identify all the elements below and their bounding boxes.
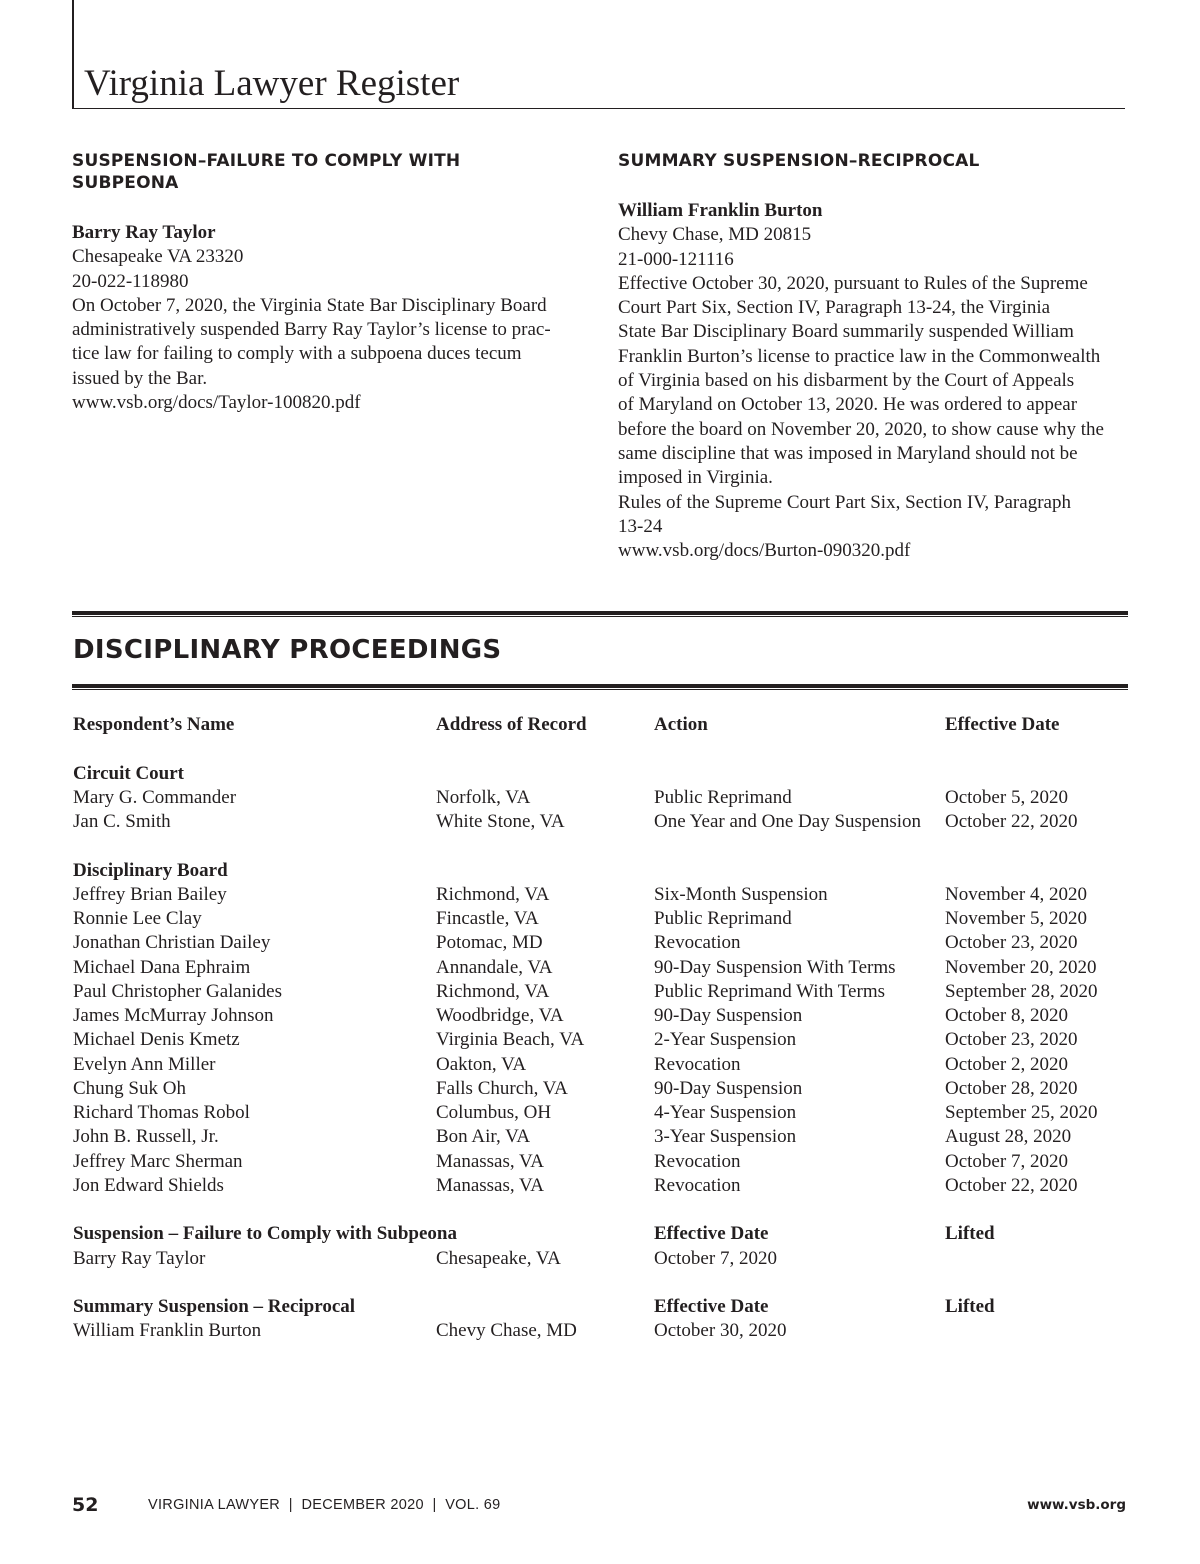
table-row <box>0 1247 1200 1271</box>
column-header-action: Action <box>654 714 708 735</box>
respondent-name: Jeffrey Marc Sherman <box>73 1151 243 1172</box>
column-header-address: Address of Record <box>436 714 587 735</box>
address-of-record: Virginia Beach, VA <box>436 1029 585 1050</box>
address-of-record: Bon Air, VA <box>436 1126 531 1147</box>
respondent-name: Mary G. Commander <box>73 787 237 808</box>
effective-date: October 30, 2020 <box>654 1320 787 1341</box>
table-row <box>0 1028 1200 1052</box>
notice-body-line: On October 7, 2020, the Virginia State Bar Disciplinary Board <box>72 294 547 316</box>
table-row <box>0 1125 1200 1149</box>
respondent-name: Michael Dana Ephraim <box>73 957 251 978</box>
address-of-record: Oakton, VA <box>436 1054 527 1075</box>
page-number: 52 <box>72 1494 99 1516</box>
table-row <box>0 1053 1200 1077</box>
column-header-effective-date: Effective Date <box>654 1223 769 1244</box>
header-vertical-rule <box>72 0 74 108</box>
notice-respondent-name: William Franklin Burton <box>618 200 823 221</box>
effective-date: October 22, 2020 <box>945 1175 1078 1196</box>
address-of-record: Annandale, VA <box>436 957 553 978</box>
notice-body-line: Court Part Six, Section IV, Paragraph 13-24, the Virginia <box>618 297 1051 319</box>
notice-summary-reciprocal <box>618 150 1130 563</box>
effective-date: October 7, 2020 <box>654 1248 777 1269</box>
action: 3-Year Suspension <box>654 1126 797 1147</box>
address-of-record: Chesapeake, VA <box>436 1248 561 1269</box>
table-row <box>0 1004 1200 1028</box>
group-label: Disciplinary Board <box>73 860 228 881</box>
effective-date: November 20, 2020 <box>945 957 1097 978</box>
respondent-name: Jonathan Christian Dailey <box>73 932 271 953</box>
effective-date: September 25, 2020 <box>945 1102 1098 1123</box>
notice-body-line: State Bar Disciplinary Board summarily suspended William <box>618 321 1074 343</box>
group-header-failure-to-comply <box>0 1222 1200 1246</box>
effective-date: October 23, 2020 <box>945 1029 1078 1050</box>
website-link[interactable]: www.vsb.org <box>1027 1497 1126 1513</box>
notice-body-line: tice law for failing to comply with a subpoena duces tecum <box>72 343 522 365</box>
table-row <box>0 810 1200 834</box>
column-header-effective-date: Effective Date <box>945 714 1060 735</box>
table-row <box>0 883 1200 907</box>
group-header-summary-reciprocal <box>0 1295 1200 1319</box>
address-of-record: Potomac, MD <box>436 932 543 953</box>
effective-date: October 28, 2020 <box>945 1078 1078 1099</box>
column-header-name: Respondent’s Name <box>73 714 235 735</box>
respondent-name: Ronnie Lee Clay <box>73 908 202 929</box>
notice-body-line: issued by the Bar. <box>72 367 208 389</box>
respondent-name: Paul Christopher Galanides <box>73 981 282 1002</box>
notice-address: Chevy Chase, MD 20815 <box>618 224 812 246</box>
effective-date: October 5, 2020 <box>945 787 1068 808</box>
group-label: Suspension – Failure to Comply with Subpeona <box>73 1223 457 1244</box>
notice-case-number: 20-022-118980 <box>72 270 189 292</box>
effective-date: October 23, 2020 <box>945 932 1078 953</box>
group-label: Summary Suspension – Reciprocal <box>73 1296 356 1317</box>
address-of-record: Woodbridge, VA <box>436 1005 564 1026</box>
respondent-name: Jon Edward Shields <box>73 1175 224 1196</box>
effective-date: October 8, 2020 <box>945 1005 1068 1026</box>
header-horizontal-rule <box>72 108 1125 109</box>
table-row <box>0 931 1200 955</box>
notice-respondent-name: Barry Ray Taylor <box>72 222 216 243</box>
table-row <box>0 980 1200 1004</box>
action: 2-Year Suspension <box>654 1029 797 1050</box>
effective-date: August 28, 2020 <box>945 1126 1072 1147</box>
section-bottom-rule-thick <box>72 684 1128 688</box>
address-of-record: White Stone, VA <box>436 811 565 832</box>
action: Public Reprimand <box>654 787 792 808</box>
respondent-name: Barry Ray Taylor <box>73 1248 206 1269</box>
notice-body-line: of Virginia based on his disbarment by the Court of Appeals <box>618 370 1075 392</box>
notice-rule-reference: Rules of the Supreme Court Part Six, Section IV, Paragraph <box>618 491 1071 513</box>
address-of-record: Richmond, VA <box>436 981 550 1002</box>
respondent-name: Michael Denis Kmetz <box>73 1029 240 1050</box>
respondent-name: James McMurray Johnson <box>73 1005 274 1026</box>
notice-body-line: Franklin Burton’s license to practice law in the Commonwealth <box>618 345 1101 367</box>
respondent-name: William Franklin Burton <box>73 1320 262 1341</box>
section-title: DISCIPLINARY PROCEEDINGS <box>73 635 502 665</box>
page-title: Virginia Lawyer Register <box>84 63 460 104</box>
respondent-name: Evelyn Ann Miller <box>73 1054 216 1075</box>
action: Public Reprimand With Terms <box>654 981 885 1002</box>
action: Public Reprimand <box>654 908 792 929</box>
table-row <box>0 956 1200 980</box>
action: 90-Day Suspension <box>654 1078 803 1099</box>
group-label-circuit-court <box>0 762 1200 786</box>
section-top-rule-thick <box>72 611 1128 615</box>
notice-body-line: of Maryland on October 13, 2020. He was ordered to appear <box>618 394 1078 416</box>
notice-body-line: before the board on November 20, 2020, to show cause why the <box>618 418 1104 440</box>
action: 4-Year Suspension <box>654 1102 797 1123</box>
column-header-effective-date: Effective Date <box>654 1296 769 1317</box>
action: Six-Month Suspension <box>654 884 828 905</box>
notice-body-line: same discipline that was imposed in Maryland should not be <box>618 442 1078 464</box>
action: Revocation <box>654 1151 741 1172</box>
action: 90-Day Suspension With Terms <box>654 957 896 978</box>
action: Revocation <box>654 1175 741 1196</box>
notice-heading: SUSPENSION–FAILURE TO COMPLY WITH SUBPEONA <box>72 151 461 193</box>
effective-date: October 22, 2020 <box>945 811 1078 832</box>
respondent-name: John B. Russell, Jr. <box>73 1126 219 1147</box>
table-header-row <box>0 713 1200 737</box>
address-of-record: Manassas, VA <box>436 1175 545 1196</box>
table-row <box>0 1101 1200 1125</box>
address-of-record: Chevy Chase, MD <box>436 1320 577 1341</box>
notice-rule-reference: 13-24 <box>618 515 663 537</box>
group-label-disciplinary-board <box>0 859 1200 883</box>
notice-body-line: imposed in Virginia. <box>618 467 773 489</box>
notice-document-link[interactable]: www.vsb.org/docs/Burton-090320.pdf <box>618 540 911 562</box>
action: 90-Day Suspension <box>654 1005 803 1026</box>
group-label: Circuit Court <box>73 763 184 784</box>
action: One Year and One Day Suspension <box>654 811 922 832</box>
effective-date: October 2, 2020 <box>945 1054 1068 1075</box>
effective-date: October 7, 2020 <box>945 1151 1068 1172</box>
column-header-lifted: Lifted <box>945 1296 995 1317</box>
effective-date: November 5, 2020 <box>945 908 1087 929</box>
section-bottom-rule-thin <box>72 689 1128 690</box>
section-top-rule-thin <box>72 616 1128 617</box>
address-of-record: Manassas, VA <box>436 1151 545 1172</box>
notice-body-line: administratively suspended Barry Ray Taylor’s license to prac- <box>72 319 551 341</box>
notice-failure-to-comply <box>72 150 572 415</box>
address-of-record: Richmond, VA <box>436 884 550 905</box>
table-row <box>0 1077 1200 1101</box>
address-of-record: Fincastle, VA <box>436 908 539 929</box>
effective-date: September 28, 2020 <box>945 981 1098 1002</box>
table-row <box>0 1319 1200 1343</box>
respondent-name: Richard Thomas Robol <box>73 1102 250 1123</box>
notice-heading: SUMMARY SUSPENSION–RECIPROCAL <box>618 151 980 171</box>
notice-document-link[interactable]: www.vsb.org/docs/Taylor-100820.pdf <box>72 392 361 414</box>
table-row <box>0 907 1200 931</box>
table-row <box>0 1150 1200 1174</box>
address-of-record: Columbus, OH <box>436 1102 552 1123</box>
notice-address: Chesapeake VA 23320 <box>72 246 244 268</box>
address-of-record: Falls Church, VA <box>436 1078 568 1099</box>
action: Revocation <box>654 932 741 953</box>
effective-date: November 4, 2020 <box>945 884 1087 905</box>
publication-line: VIRGINIA LAWYER | DECEMBER 2020 | VOL. 69 <box>148 1497 501 1513</box>
notice-case-number: 21-000-121116 <box>618 248 734 270</box>
respondent-name: Jan C. Smith <box>73 811 171 832</box>
table-row <box>0 1174 1200 1198</box>
notice-body-line: Effective October 30, 2020, pursuant to Rules of the Supreme <box>618 272 1088 294</box>
respondent-name: Chung Suk Oh <box>73 1078 186 1099</box>
respondent-name: Jeffrey Brian Bailey <box>73 884 227 905</box>
address-of-record: Norfolk, VA <box>436 787 531 808</box>
table-row <box>0 786 1200 810</box>
action: Revocation <box>654 1054 741 1075</box>
column-header-lifted: Lifted <box>945 1223 995 1244</box>
